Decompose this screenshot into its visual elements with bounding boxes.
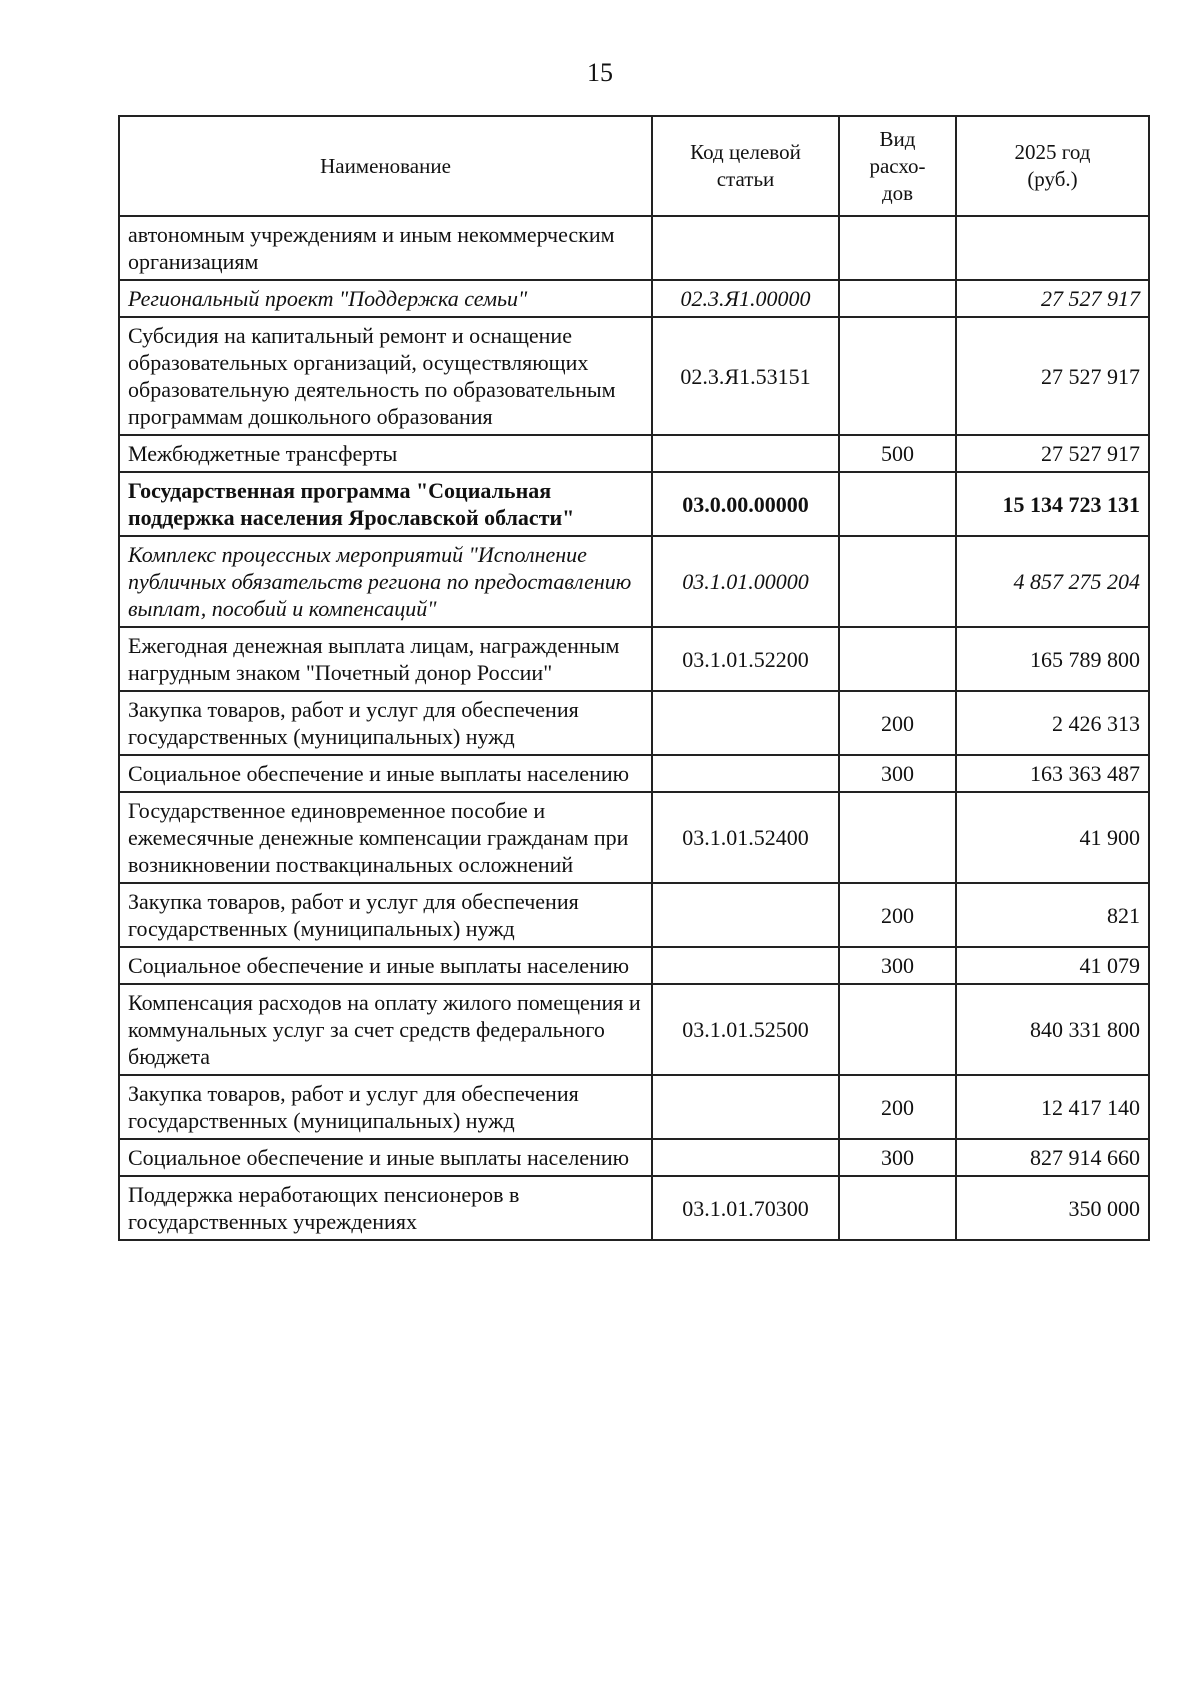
row-code-cell: 03.1.01.52200 [652, 627, 839, 691]
table-row [119, 280, 1149, 317]
row-name-cell: Закупка товаров, работ и услуг для обеспечения государственных (муниципальных) нужд [119, 691, 652, 755]
row-code-cell [652, 1139, 839, 1176]
row-type-cell [839, 536, 956, 627]
row-amount-cell: 41 900 [956, 792, 1149, 883]
row-type-cell: 300 [839, 755, 956, 792]
row-type-cell: 200 [839, 883, 956, 947]
row-amount-cell: 27 527 917 [956, 435, 1149, 472]
table-row [119, 792, 1149, 883]
row-code-cell: 03.1.01.52500 [652, 984, 839, 1075]
row-code-cell [652, 947, 839, 984]
row-code-cell: 03.0.00.00000 [652, 472, 839, 536]
row-code-cell: 02.3.Я1.00000 [652, 280, 839, 317]
row-type-cell [839, 216, 956, 280]
header-amount: 2025 год (руб.) [956, 116, 1149, 216]
row-amount-cell: 2 426 313 [956, 691, 1149, 755]
row-type-cell [839, 627, 956, 691]
row-code-cell: 03.1.01.70300 [652, 1176, 839, 1240]
row-name-cell: Ежегодная денежная выплата лицам, награжденным нагрудным знаком "Почетный донор России" [119, 627, 652, 691]
budget-table [118, 115, 1150, 1241]
row-type-cell [839, 1176, 956, 1240]
table-row [119, 472, 1149, 536]
row-name-cell: Закупка товаров, работ и услуг для обеспечения государственных (муниципальных) нужд [119, 1075, 652, 1139]
row-code-cell [652, 435, 839, 472]
table-header-row [119, 116, 1149, 216]
row-amount-cell: 821 [956, 883, 1149, 947]
row-amount-cell [956, 216, 1149, 280]
row-amount-cell: 15 134 723 131 [956, 472, 1149, 536]
row-amount-cell: 12 417 140 [956, 1075, 1149, 1139]
row-type-cell: 500 [839, 435, 956, 472]
row-type-cell [839, 280, 956, 317]
row-code-cell [652, 755, 839, 792]
table-row [119, 1139, 1149, 1176]
table-row [119, 883, 1149, 947]
table-row [119, 627, 1149, 691]
table-row [119, 691, 1149, 755]
row-amount-cell: 165 789 800 [956, 627, 1149, 691]
row-code-cell [652, 883, 839, 947]
row-code-cell [652, 1075, 839, 1139]
row-amount-cell: 41 079 [956, 947, 1149, 984]
row-name-cell: Социальное обеспечение и иные выплаты населению [119, 755, 652, 792]
row-name-cell: Региональный проект "Поддержка семьи" [119, 280, 652, 317]
row-name-cell: Закупка товаров, работ и услуг для обеспечения государственных (муниципальных) нужд [119, 883, 652, 947]
table-body [119, 216, 1149, 1240]
row-type-cell [839, 792, 956, 883]
table-row [119, 1075, 1149, 1139]
row-type-cell: 200 [839, 1075, 956, 1139]
row-type-cell [839, 472, 956, 536]
row-amount-cell: 827 914 660 [956, 1139, 1149, 1176]
header-name: Наименование [119, 116, 652, 216]
row-type-cell: 300 [839, 947, 956, 984]
row-name-cell: Государственная программа "Социальная поддержка населения Ярославской области" [119, 472, 652, 536]
row-code-cell: 02.3.Я1.53151 [652, 317, 839, 435]
table-row [119, 317, 1149, 435]
row-amount-cell: 350 000 [956, 1176, 1149, 1240]
row-name-cell: Государственное единовременное пособие и ежемесячные денежные компенсации гражданам при возникновении поствакцинальных осложнений [119, 792, 652, 883]
row-amount-cell: 840 331 800 [956, 984, 1149, 1075]
table-row [119, 1176, 1149, 1240]
row-code-cell [652, 691, 839, 755]
table-row [119, 435, 1149, 472]
row-name-cell: Субсидия на капитальный ремонт и оснащение образовательных организаций, осуществляющих образовательную деятельность по образовательным программам дошкольного образования [119, 317, 652, 435]
row-code-cell: 03.1.01.52400 [652, 792, 839, 883]
page-number: 15 [587, 58, 613, 87]
row-code-cell [652, 216, 839, 280]
table-row [119, 216, 1149, 280]
row-code-cell: 03.1.01.00000 [652, 536, 839, 627]
row-type-cell: 200 [839, 691, 956, 755]
row-type-cell: 300 [839, 1139, 956, 1176]
row-type-cell [839, 984, 956, 1075]
row-name-cell: Комплекс процессных мероприятий "Исполнение публичных обязательств региона по предоставлению выплат, пособий и компенсаций" [119, 536, 652, 627]
row-amount-cell: 27 527 917 [956, 317, 1149, 435]
row-type-cell [839, 317, 956, 435]
header-code: Код целевой статьи [652, 116, 839, 216]
row-amount-cell: 4 857 275 204 [956, 536, 1149, 627]
row-amount-cell: 163 363 487 [956, 755, 1149, 792]
row-amount-cell: 27 527 917 [956, 280, 1149, 317]
header-type: Вид расхо-дов [839, 116, 956, 216]
table-row [119, 755, 1149, 792]
row-name-cell: Компенсация расходов на оплату жилого помещения и коммунальных услуг за счет средств федерального бюджета [119, 984, 652, 1075]
row-name-cell: Межбюджетные трансферты [119, 435, 652, 472]
table-row [119, 984, 1149, 1075]
row-name-cell: Поддержка неработающих пенсионеров в государственных учреждениях [119, 1176, 652, 1240]
table-row [119, 947, 1149, 984]
row-name-cell: Социальное обеспечение и иные выплаты населению [119, 947, 652, 984]
row-name-cell: автономным учреждениям и иным некоммерческим организациям [119, 216, 652, 280]
table-row [119, 536, 1149, 627]
row-name-cell: Социальное обеспечение и иные выплаты населению [119, 1139, 652, 1176]
